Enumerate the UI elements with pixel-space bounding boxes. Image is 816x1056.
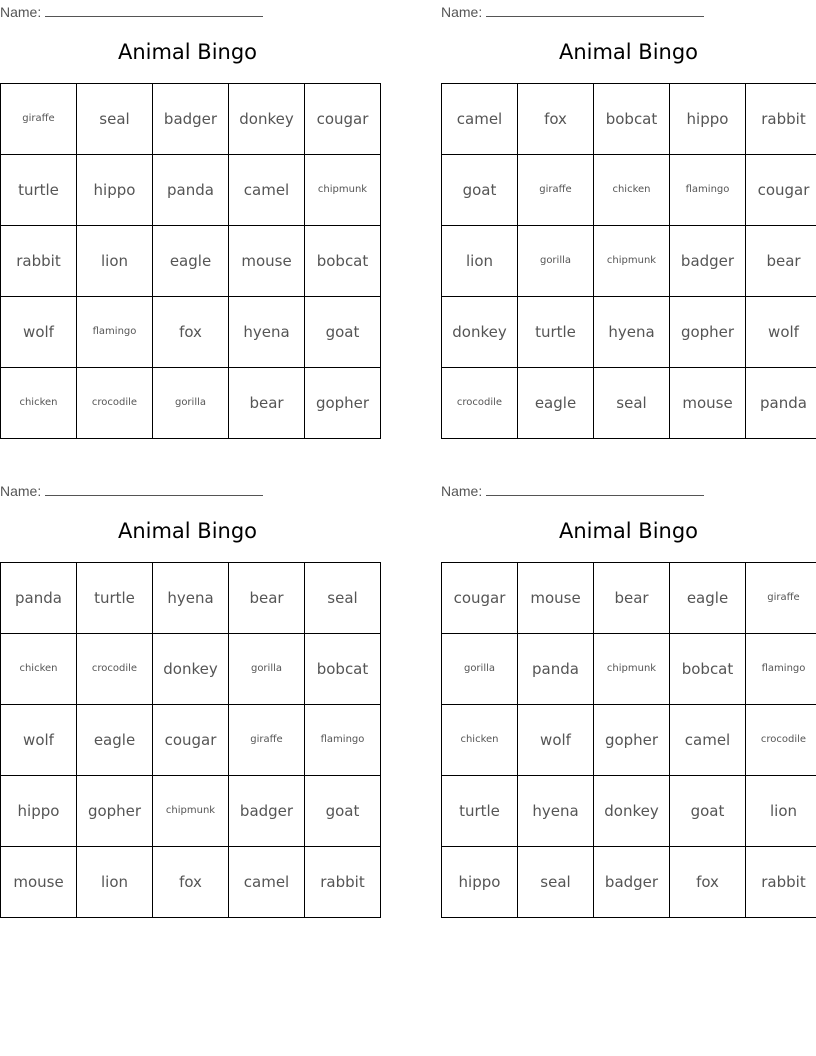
bingo-cell: hyena [229,297,305,368]
bingo-cell: gorilla [153,368,229,439]
bingo-cell: gopher [670,297,746,368]
bingo-cell: crocodile [77,368,153,439]
bingo-cell: hippo [77,155,153,226]
grid-row [1,847,381,918]
bingo-cell: mouse [670,368,746,439]
bingo-cell: seal [518,847,594,918]
bingo-cell: turtle [518,297,594,368]
name-field [441,482,704,499]
bingo-cell: flamingo [305,705,381,776]
bingo-cell: camel [670,705,746,776]
bingo-cell: flamingo [77,297,153,368]
card-title: Animal Bingo [558,40,699,64]
grid-row [1,776,381,847]
grid-row [442,847,816,918]
bingo-cell: crocodile [442,368,518,439]
grid-row [1,226,381,297]
bingo-cell: giraffe [518,155,594,226]
grid-row [442,297,816,368]
bingo-cell: fox [153,297,229,368]
grid-row [1,84,381,155]
bingo-cell: hippo [1,776,77,847]
bingo-cell: gopher [305,368,381,439]
bingo-cell: giraffe [746,563,816,634]
bingo-cell: chicken [442,705,518,776]
bingo-cell: wolf [518,705,594,776]
bingo-cell: chipmunk [594,634,670,705]
bingo-grid [0,562,381,918]
bingo-grid [0,83,381,439]
grid-row [1,368,381,439]
bingo-cell: crocodile [77,634,153,705]
bingo-cell: turtle [442,776,518,847]
bingo-cell: bear [746,226,816,297]
bingo-cell: gopher [594,705,670,776]
grid-row [442,226,816,297]
bingo-cell: rabbit [746,847,816,918]
bingo-cell: cougar [305,84,381,155]
bingo-cell: camel [229,847,305,918]
bingo-cell: eagle [518,368,594,439]
bingo-cell: badger [670,226,746,297]
grid-row [442,84,816,155]
bingo-cell: hippo [442,847,518,918]
bingo-cell: flamingo [746,634,816,705]
bingo-grid [441,83,816,439]
bingo-cell: panda [1,563,77,634]
bingo-cell: seal [77,84,153,155]
bingo-cell: chipmunk [153,776,229,847]
bingo-card-2 [441,0,816,435]
bingo-cell: bobcat [305,226,381,297]
grid-row [442,563,816,634]
bingo-cell: camel [229,155,305,226]
bingo-cell: goat [305,297,381,368]
bingo-cell: badger [594,847,670,918]
grid-row [1,634,381,705]
bingo-cell: fox [670,847,746,918]
bingo-cell: lion [746,776,816,847]
bingo-cell: mouse [518,563,594,634]
bingo-cell: badger [229,776,305,847]
bingo-cell: bobcat [594,84,670,155]
name-label: Name: [441,4,483,20]
bingo-cell: donkey [442,297,518,368]
bingo-cell: badger [153,84,229,155]
bingo-cell: rabbit [746,84,816,155]
bingo-grid [441,562,816,918]
bingo-cell: fox [153,847,229,918]
name-field [0,482,263,499]
bingo-cell: mouse [229,226,305,297]
bingo-cell: hyena [153,563,229,634]
bingo-cell: chipmunk [594,226,670,297]
grid-row [1,297,381,368]
bingo-card-3 [0,479,375,914]
bingo-cell: bear [229,563,305,634]
bingo-cell: bobcat [670,634,746,705]
grid-row [442,776,816,847]
bingo-cell: lion [442,226,518,297]
name-label: Name: [441,483,483,499]
bingo-cell: gorilla [442,634,518,705]
bingo-card-4 [441,479,816,914]
bingo-cell: seal [594,368,670,439]
bingo-cell: hyena [518,776,594,847]
grid-row [1,705,381,776]
bingo-cell: wolf [1,297,77,368]
bingo-cell: donkey [229,84,305,155]
name-field [0,3,263,20]
bingo-cell: panda [746,368,816,439]
bingo-card-1 [0,0,375,435]
grid-row [1,563,381,634]
grid-row [1,155,381,226]
bingo-cell: bear [229,368,305,439]
bingo-cell: gorilla [229,634,305,705]
bingo-cell: bear [594,563,670,634]
bingo-cell: panda [153,155,229,226]
name-label: Name: [0,483,42,499]
bingo-cell: chicken [1,368,77,439]
bingo-cell: donkey [153,634,229,705]
bingo-cell: crocodile [746,705,816,776]
bingo-cell: chipmunk [305,155,381,226]
bingo-cell: eagle [77,705,153,776]
bingo-cell: bobcat [305,634,381,705]
bingo-cell: hippo [670,84,746,155]
bingo-cell: rabbit [305,847,381,918]
name-field [441,3,704,20]
bingo-cell: cougar [746,155,816,226]
name-blank-line[interactable] [486,3,704,17]
bingo-cell: flamingo [670,155,746,226]
bingo-cell: turtle [77,563,153,634]
bingo-cell: wolf [1,705,77,776]
bingo-cell: giraffe [229,705,305,776]
bingo-cell: camel [442,84,518,155]
bingo-cell: chicken [594,155,670,226]
bingo-cell: giraffe [1,84,77,155]
bingo-cell: lion [77,847,153,918]
bingo-cell: seal [305,563,381,634]
bingo-cell: turtle [1,155,77,226]
bingo-cell: eagle [670,563,746,634]
bingo-cell: cougar [442,563,518,634]
bingo-cell: mouse [1,847,77,918]
bingo-cell: goat [305,776,381,847]
bingo-cell: rabbit [1,226,77,297]
bingo-cell: wolf [746,297,816,368]
grid-row [442,368,816,439]
name-label: Name: [0,4,42,20]
bingo-cell: eagle [153,226,229,297]
bingo-cell: lion [77,226,153,297]
card-title: Animal Bingo [117,40,258,64]
bingo-cell: goat [442,155,518,226]
bingo-cell: panda [518,634,594,705]
bingo-cell: gorilla [518,226,594,297]
bingo-cell: gopher [77,776,153,847]
grid-row [442,155,816,226]
bingo-cell: goat [670,776,746,847]
name-blank-line[interactable] [486,482,704,496]
bingo-cell: chicken [1,634,77,705]
bingo-cell: donkey [594,776,670,847]
card-title: Animal Bingo [117,519,258,543]
name-blank-line[interactable] [45,482,263,496]
bingo-cell: hyena [594,297,670,368]
card-title: Animal Bingo [558,519,699,543]
bingo-cell: cougar [153,705,229,776]
grid-row [442,634,816,705]
name-blank-line[interactable] [45,3,263,17]
bingo-cell: fox [518,84,594,155]
grid-row [442,705,816,776]
